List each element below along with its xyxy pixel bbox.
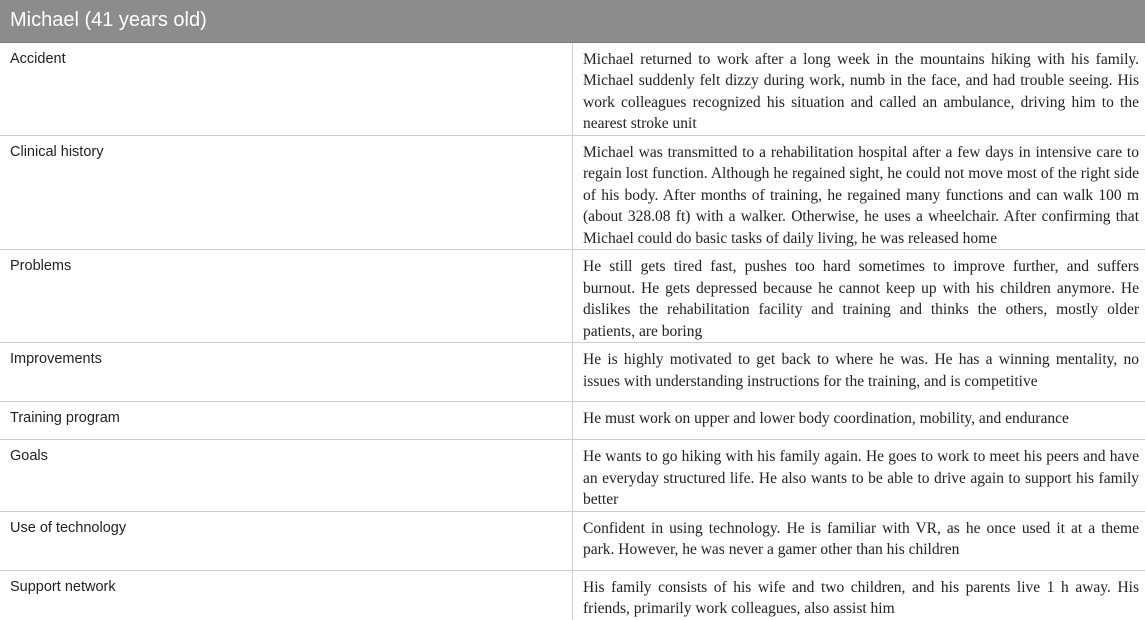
- table-row: [0, 570, 1145, 620]
- row-label: Accident: [0, 42, 573, 135]
- table-row: [0, 440, 1145, 512]
- table-row: [0, 250, 1145, 343]
- table-row: [0, 402, 1145, 440]
- row-label: Clinical history: [0, 135, 573, 250]
- table-row: [0, 343, 1145, 402]
- row-description: Michael was transmitted to a rehabilitation hospital after a few days in intensive care to regain lost function. Although he regained sight, he could not move most of the right side of his body. After months of training, he regained many functions and can walk 100 m (about 328.08 ft) with a walker. Otherwise, he uses a wheelchair. After confirming that Michael could do basic tasks of daily living, he was released home: [573, 135, 1145, 250]
- row-label: Support network: [0, 570, 573, 620]
- row-label: Problems: [0, 250, 573, 343]
- row-description: He must work on upper and lower body coordination, mobility, and endurance: [573, 402, 1145, 440]
- row-description: He wants to go hiking with his family again. He goes to work to meet his peers and have an everyday structured life. He also wants to be able to drive again to support his family better: [573, 440, 1145, 512]
- row-label: Use of technology: [0, 511, 573, 570]
- row-description: Confident in using technology. He is familiar with VR, as he once used it at a theme park. However, he was never a gamer other than his children: [573, 511, 1145, 570]
- row-label: Training program: [0, 402, 573, 440]
- row-description: His family consists of his wife and two children, and his parents live 1 h away. His friends, primarily work colleagues, also assist him: [573, 570, 1145, 620]
- row-description: He is highly motivated to get back to where he was. He has a winning mentality, no issues with understanding instructions for the training, and is competitive: [573, 343, 1145, 402]
- row-label: Goals: [0, 440, 573, 512]
- row-description: Michael returned to work after a long week in the mountains hiking with his family. Michael suddenly felt dizzy during work, numb in the face, and had trouble seeing. His work colleagues recognized his situation and called an ambulance, driving him to the nearest stroke unit: [573, 42, 1145, 135]
- table-title: Michael (41 years old): [0, 0, 1145, 42]
- row-description: He still gets tired fast, pushes too hard sometimes to improve further, and suffers burnout. He gets depressed because he cannot keep up with his children anymore. He dislikes the rehabilitation facility and training and thinks the others, mostly older patients, are boring: [573, 250, 1145, 343]
- table-row: [0, 135, 1145, 250]
- table-row: [0, 42, 1145, 135]
- table-row: [0, 511, 1145, 570]
- header-row: [0, 0, 1145, 42]
- row-label: Improvements: [0, 343, 573, 402]
